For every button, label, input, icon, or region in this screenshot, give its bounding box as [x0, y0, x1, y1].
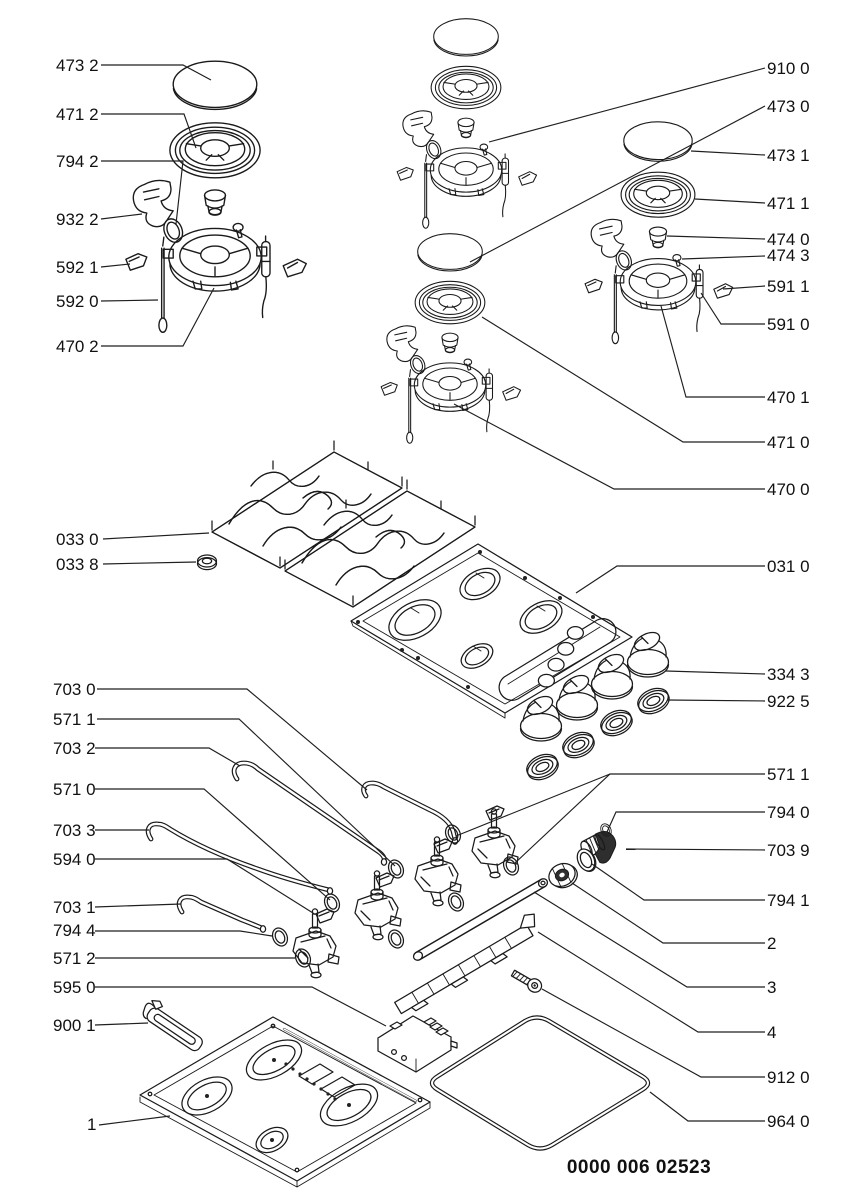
part-label-703-3-13: 703 3 — [53, 821, 96, 840]
leader-line-794-4-16 — [95, 931, 272, 936]
knob-ring-4 — [634, 684, 673, 718]
part-label-1-20: 1 — [87, 1115, 97, 1134]
leader-line-591-1-27 — [723, 286, 765, 289]
leader-line-471-0-30 — [482, 317, 765, 442]
part-label-033-0-7: 033 0 — [56, 530, 99, 549]
leader-line-703-0-9 — [97, 689, 367, 790]
leader-line-595-0-18 — [95, 987, 386, 1026]
seal-b — [446, 891, 467, 914]
part-label-334-3-33: 334 3 — [767, 665, 810, 684]
cooktop-panel — [351, 544, 632, 718]
leader-line-031-0-32 — [576, 566, 765, 593]
leader-line-794-0-36 — [607, 812, 765, 832]
leader-line-474-0-25 — [667, 236, 765, 239]
seal-571-1-left — [386, 858, 407, 881]
seal-571-2 — [293, 947, 314, 970]
part-label-964-0-43: 964 0 — [767, 1112, 810, 1131]
part-label-471-0-30: 471 0 — [767, 433, 810, 452]
part-label-033-8-8: 033 8 — [56, 555, 99, 574]
part-label-473-2-0: 473 2 — [56, 56, 99, 75]
burner-assembly-top-middle — [397, 19, 536, 229]
part-label-703-0-9: 703 0 — [53, 680, 96, 699]
seal-gasket — [432, 1018, 648, 1149]
part-label-2-39: 2 — [767, 934, 777, 953]
leader-line-471-1-24 — [695, 199, 765, 203]
gas-pipe-703-1 — [179, 897, 265, 932]
part-label-571-1-10: 571 1 — [53, 710, 96, 729]
burner-assembly-large — [126, 61, 306, 332]
leader-line-571-1-35 — [456, 774, 610, 836]
part-label-470-1-29: 470 1 — [767, 388, 810, 407]
part-label-591-0-28: 591 0 — [767, 315, 810, 334]
hinge-bracket — [140, 996, 209, 1053]
leader-line-473-1-23 — [691, 151, 765, 155]
part-label-470-0-31: 470 0 — [767, 480, 810, 499]
leader-line-591-0-28 — [701, 293, 765, 324]
part-label-922-5-34: 922 5 — [767, 692, 810, 711]
leader-line-474-3-26 — [682, 256, 765, 259]
leader-line-900-1-19 — [95, 1023, 148, 1025]
leader-line-703-2-11 — [95, 748, 240, 766]
leader-line-571-1-10 — [97, 719, 395, 866]
gas-tap-1 — [293, 909, 339, 978]
part-label-473-0-22: 473 0 — [767, 97, 810, 116]
part-label-571-2-17: 571 2 — [53, 949, 96, 968]
part-label-571-0-12: 571 0 — [53, 780, 96, 799]
part-label-3-40: 3 — [767, 978, 777, 997]
part-label-594-0-14: 594 0 — [53, 850, 96, 869]
part-label-910-0-21: 910 0 — [767, 59, 810, 78]
leader-line-1-20 — [99, 1116, 170, 1125]
leader-line-033-8-8 — [103, 562, 196, 564]
part-label-794-0-36: 794 0 — [767, 803, 810, 822]
part-label-703-9-37: 703 9 — [767, 841, 810, 860]
burner-assembly-middle — [381, 234, 520, 444]
control-knob-4 — [628, 629, 669, 677]
part-label-031-0-32: 031 0 — [767, 557, 810, 576]
leader-line-910-0-21 — [489, 68, 765, 142]
leader-line-964-0-43 — [650, 1092, 765, 1121]
part-label-592-0-5: 592 0 — [56, 292, 99, 311]
leader-line-470-1-29 — [661, 306, 765, 397]
part-label-595-0-18: 595 0 — [53, 978, 96, 997]
seal-a — [386, 928, 407, 951]
part-label-473-1-23: 473 1 — [767, 146, 810, 165]
part-label-474-3-26: 474 3 — [767, 246, 810, 265]
leader-line-922-5-34 — [667, 700, 765, 701]
part-label-470-2-6: 470 2 — [56, 337, 99, 356]
part-label-591-1-27: 591 1 — [767, 277, 810, 296]
leader-line-932-2-3 — [101, 214, 142, 219]
leader-line-033-0-7 — [103, 533, 209, 539]
part-label-703-1-15: 703 1 — [53, 898, 96, 917]
part-label-932-2-3: 932 2 — [56, 210, 99, 229]
part-label-471-1-24: 471 1 — [767, 194, 810, 213]
spark-generator — [378, 1016, 457, 1072]
knob-ring-2 — [559, 728, 598, 762]
diagram-artwork — [126, 19, 733, 1187]
leader-line-334-3-33 — [666, 671, 765, 674]
grate-foot — [198, 555, 217, 570]
burner-assembly-right — [585, 122, 733, 344]
part-label-703-2-11: 703 2 — [53, 739, 96, 758]
leader-line-912-0-42 — [542, 989, 765, 1077]
leader-line-571-0-12 — [95, 789, 330, 900]
part-label-474-0-25: 474 0 — [767, 230, 810, 249]
leader-line-3-40 — [534, 892, 765, 987]
gas-tap-4 — [472, 809, 518, 878]
gas-pipe-703-0 — [364, 783, 458, 844]
diagram-part-code: 0000 006 02523 — [566, 1157, 712, 1178]
part-label-4-41: 4 — [767, 1023, 777, 1042]
leader-line-592-0-5 — [101, 300, 158, 301]
gas-pipe-703-2 — [234, 763, 386, 865]
part-label-912-0-42: 912 0 — [767, 1068, 810, 1087]
leader-line-794-1-38 — [592, 864, 765, 900]
knob-ring-3 — [597, 706, 636, 740]
seal-794-4 — [270, 926, 291, 949]
leader-line-703-9-37 — [626, 849, 765, 850]
leader-line-470-2-6 — [101, 288, 214, 346]
leader-line-592-1-4 — [101, 264, 130, 267]
leader-line-473-2-0 — [101, 65, 211, 80]
part-label-571-1-35: 571 1 — [767, 765, 810, 784]
leader-line-470-0-31 — [454, 404, 765, 489]
part-label-471-2-1: 471 2 — [56, 105, 99, 124]
part-label-592-1-4: 592 1 — [56, 258, 99, 277]
part-label-794-1-38: 794 1 — [767, 891, 810, 910]
leader-line-703-1-15 — [95, 904, 181, 907]
leader-line-4-41 — [538, 932, 765, 1032]
inlet-nut — [545, 859, 581, 893]
leader-line-473-0-22 — [470, 106, 765, 262]
fixing-screw — [510, 967, 544, 994]
part-label-794-4-16: 794 4 — [53, 921, 96, 940]
part-label-794-2-2: 794 2 — [56, 152, 99, 171]
knob-ring-1 — [523, 750, 562, 784]
part-label-900-1-19: 900 1 — [53, 1016, 96, 1035]
